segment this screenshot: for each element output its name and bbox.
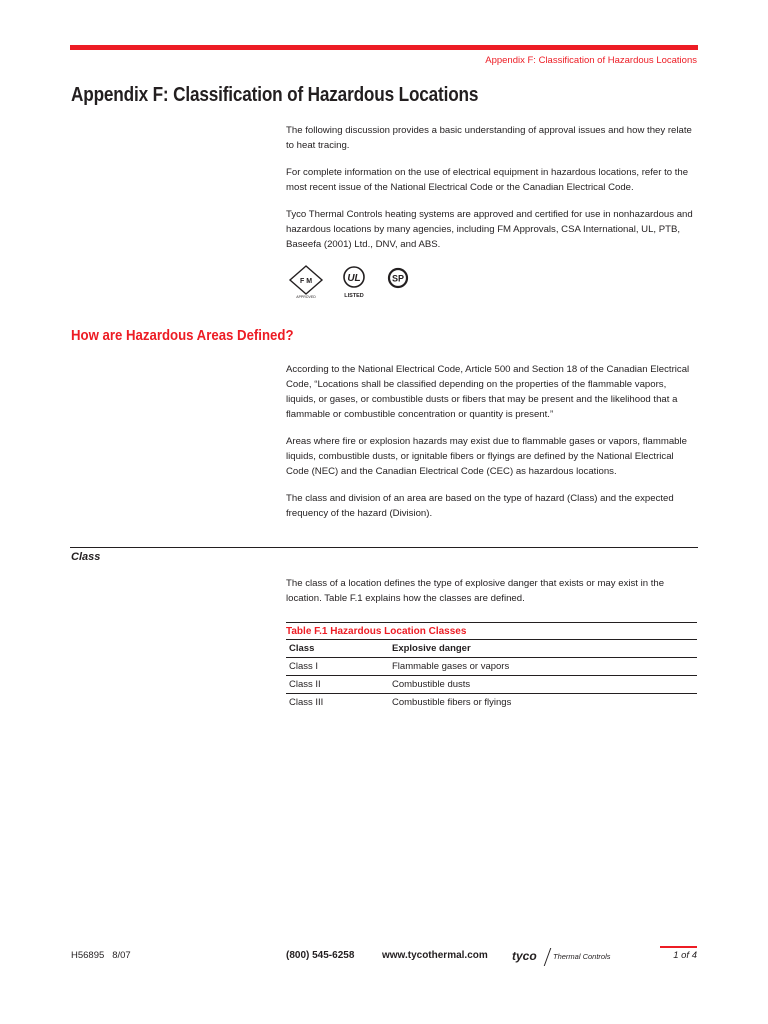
table-row (286, 694, 697, 712)
table-title: Table F.1 Hazardous Location Classes (286, 622, 697, 639)
footer-date: 8/07 (112, 950, 131, 961)
section-heading: How are Hazardous Areas Defined? (71, 327, 294, 344)
approval-logos (288, 264, 418, 300)
table-cell-class: Class I (286, 658, 389, 676)
section-paragraph-3: The class and division of an area are based on the type of hazard (Class) and the expected frequency of the hazard (Division). (286, 493, 674, 519)
section-paragraph-2: Areas where fire or explosion hazards may exist due to flammable gases or vapors, flammable liquids, combustible dusts, or ignitable fibers or flyings are defined by the National Electrical Code (NEC) and the Canadian Electrical Code (CEC) as hazardous locations. (286, 436, 687, 477)
tyco-logo: tyco (512, 949, 537, 963)
class-paragraph: The class of a location defines the type of explosive danger that exists or may exist in the location. Table F.1 explains how the classes are defined. (286, 578, 665, 604)
section-divider (70, 547, 698, 548)
table-row (286, 676, 697, 694)
page-number: 1 of 4 (673, 950, 697, 961)
csa-logo (389, 269, 407, 287)
footer-doc-number: H56895 (71, 950, 105, 961)
class-subhead: Class (71, 551, 101, 563)
intro-paragraph-1: The following discussion provides a basic understanding of approval issues and how they relate to heat tracing. (286, 125, 692, 151)
column-header-class: Class (286, 640, 389, 658)
intro-paragraph-2: For complete information on the use of electrical equipment in hazardous locations, refer to the most recent issue of the National Electrical Code or the Canadian Electrical Code. (286, 167, 689, 193)
table-cell-danger: Combustible dusts (389, 676, 697, 694)
table-cell-danger: Combustible fibers or flyings (392, 697, 512, 708)
classes-table (286, 639, 697, 711)
svg-text:UL: UL (347, 273, 361, 284)
table-cell-danger: Flammable gases or vapors (389, 658, 697, 676)
tyco-logo-subtitle: Thermal Controls (553, 952, 611, 961)
hazardous-location-table (286, 622, 697, 711)
table-cell-class: Class II (286, 676, 389, 694)
footer-doc-info (71, 950, 131, 961)
intro-block (286, 123, 698, 264)
ul-listed-logo (344, 267, 364, 299)
tyco-logo-slash (544, 948, 552, 966)
section-paragraph-1: According to the National Electrical Code, Article 500 and Section 18 of the Canadian Electrical Code, “Locations shall be classified depending on the properties of the flammable vapors, liquids, or gases, or combustible dusts or fibers that may be present and the likelihood that a flammable or combustible concentration or quantity is present.” (286, 364, 690, 420)
svg-text:F M: F M (299, 278, 313, 285)
table-header-row (286, 640, 697, 658)
table-cell-class: Class III (289, 697, 324, 708)
running-head: Appendix F: Classification of Hazardous Locations (485, 55, 697, 66)
section-body (286, 362, 698, 533)
footer-phone: (800) 545-6258 (286, 950, 355, 961)
svg-text:SP: SP (391, 273, 405, 284)
top-accent-bar (70, 45, 698, 50)
fm-approved-logo (290, 266, 322, 299)
table-row (286, 658, 697, 676)
svg-text:LISTED: LISTED (344, 293, 364, 299)
page-title: Appendix F: Classification of Hazardous Locations (71, 84, 479, 106)
page-number-accent (660, 946, 697, 948)
footer-website[interactable]: www.tycothermal.com (382, 950, 488, 961)
intro-paragraph-3: Tyco Thermal Controls heating systems are approved and certified for use in nonhazardous and hazardous locations by many agencies, including FM Approvals, CSA International, UL, PTB, Baseefa (2001) Ltd., DNV, and ABS. (286, 209, 693, 250)
column-header-explosive-danger: Explosive danger (389, 640, 697, 658)
class-body (286, 576, 698, 618)
svg-text:APPROVED: APPROVED (296, 295, 316, 299)
